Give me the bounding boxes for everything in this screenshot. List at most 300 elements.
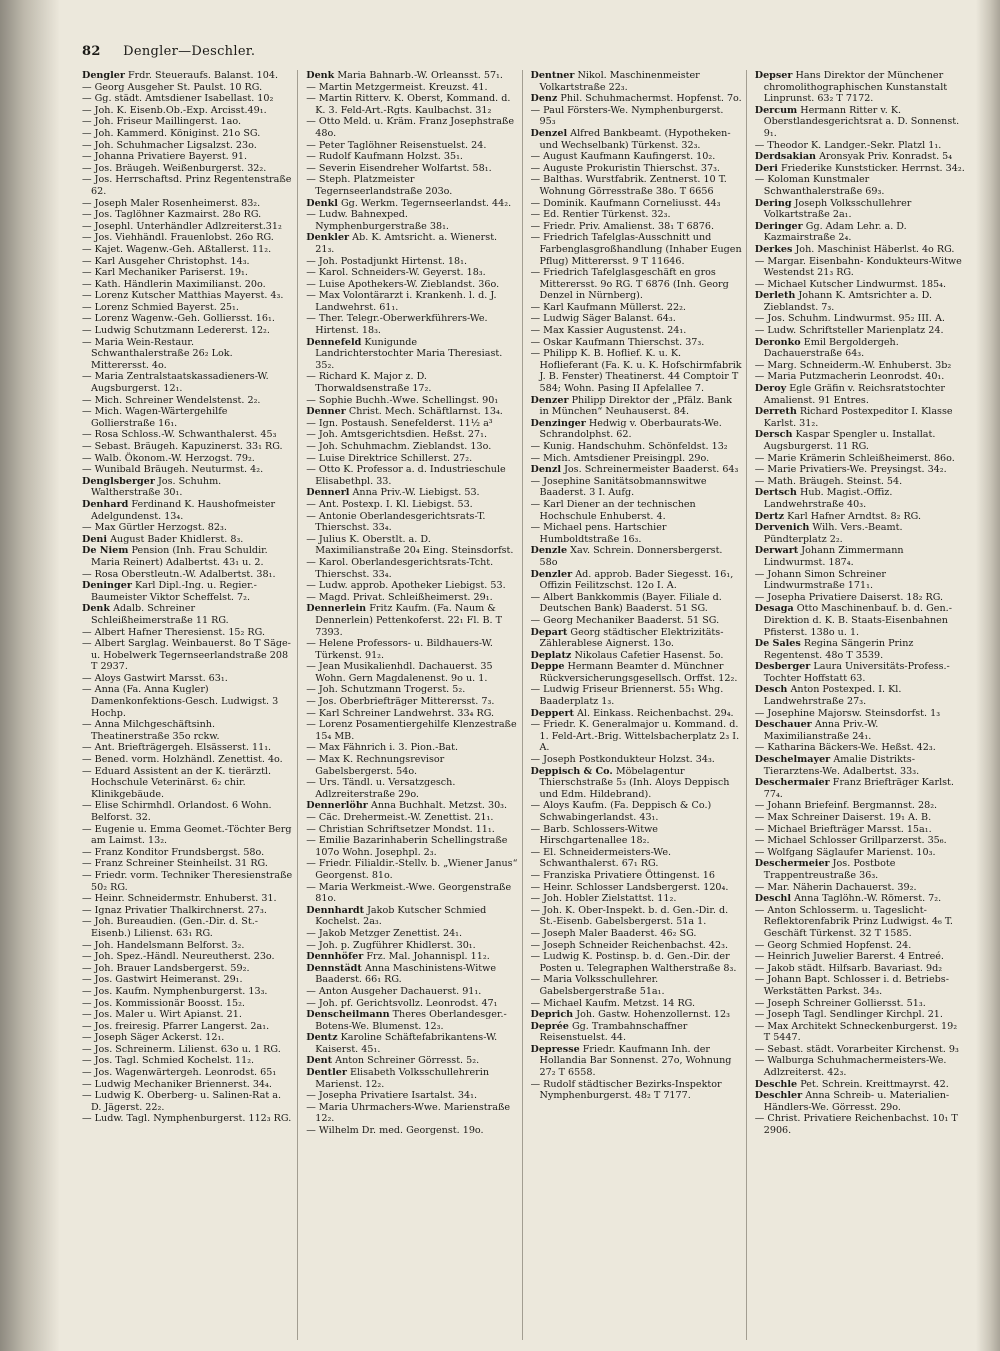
entry-text: — Martin Metzgermeist. Kreuzst. 41. <box>306 81 488 93</box>
entry-text: — Aloys Kaufm. (Fa. Deppisch & Co.) Schwabingerlandst. 43₁. <box>530 800 712 823</box>
entry-surname: Denglsberger <box>82 475 155 487</box>
entry-text: Georg städtischer Elektrizitäts-Zählerablese Aignerst. 13o. <box>539 626 724 650</box>
entry-text: — Joseph Maler Baaderst. 46₂ SG. <box>530 927 697 939</box>
entry-text: — Max Schreiner Daiserst. 19₁ A. B. <box>754 812 932 823</box>
entry-text: — Joh. Bureaudien. (Gen.-Dir. d. St.-Eisenb.) Lilienst. 63₁ RG. <box>82 916 259 939</box>
entry-text: — Jakob Metzger Zenettist. 24₁. <box>306 927 463 939</box>
directory-entry <box>531 418 742 441</box>
directory-entry <box>755 1044 966 1056</box>
directory-entry <box>82 673 293 685</box>
entry-text: — Walburga Schuhmachermeisters-We. Adlzreiterst. 42₃. <box>754 1055 947 1079</box>
entry-text: — Joh. Schutzmann Trogerst. 5₂. <box>306 684 466 696</box>
directory-entry <box>755 105 966 140</box>
entry-text: — Ludwig Friseur Briennerst. 55₁ Whg. Baaderplatz 1₃. <box>530 684 724 708</box>
directory-entry <box>306 858 517 881</box>
entry-text: Laura Universitäts-Profess.-Tochter Hoffstatt 63. <box>763 661 950 684</box>
directory-entry <box>531 1009 742 1021</box>
entry-text: — Jos. Herrschaftsd. Prinz Regentenstraße 62. <box>82 174 292 197</box>
directory-column-2 <box>306 70 522 1340</box>
directory-entry <box>755 487 966 510</box>
directory-entry <box>82 1009 293 1021</box>
entry-surname: Desberger <box>754 661 811 673</box>
directory-entry <box>755 140 966 152</box>
entry-text: — Georg Ausgeher St. Paulst. 10 RG. <box>82 81 263 93</box>
directory-entry <box>306 1090 517 1102</box>
directory-entry <box>755 719 966 742</box>
directory-entry <box>755 1055 966 1078</box>
directory-entry <box>82 279 293 291</box>
entry-text: — Joh. Friseur Maillingerst. 1ao. <box>82 116 242 128</box>
entry-text: Adalb. Schreiner Schleißheimerstraße 11 RG. <box>91 603 229 626</box>
entry-text: — Albert Hafner Theresienst. 15₂ RG. <box>82 626 266 638</box>
directory-entry <box>82 603 293 626</box>
directory-entry <box>531 337 742 349</box>
entry-text: Frz. Mal. Johannispl. 11₂. <box>366 951 490 963</box>
directory-entry <box>531 93 742 105</box>
entry-text: — Joseph Säger Ackerst. 12₁. <box>82 1032 225 1044</box>
directory-entry <box>755 325 966 337</box>
entry-text: Alfred Bankbeamt. (Hypotheken- und Wechselbank) Türkenst. 32₃. <box>539 127 731 151</box>
directory-entry <box>755 1009 966 1021</box>
entry-text: — Otto K. Professor a. d. Industrieschule Elisabethpl. 33. <box>306 464 506 487</box>
entry-text: — Jos. Taglöhner Kazmairst. 28o RG. <box>82 209 262 221</box>
directory-entry <box>755 847 966 859</box>
directory-entry <box>306 313 517 336</box>
directory-entry <box>755 429 966 452</box>
entry-text: Wilh. Vers.-Beamt. Pündterplatz 2₂. <box>763 522 903 545</box>
entry-text: — El. Schneidermeisters-We. Schwanthalerst. 67₁ RG. <box>530 846 672 870</box>
directory-entry <box>531 800 742 823</box>
directory-entry <box>82 395 293 407</box>
entry-surname: Deprée <box>530 1020 569 1032</box>
directory-entry <box>306 742 517 754</box>
entry-text: Hub. Magist.-Offiz. Landwehrstraße 40₃. <box>763 487 893 510</box>
directory-entry <box>531 453 742 465</box>
directory-entry <box>531 1079 742 1102</box>
entry-surname: Dennhardt <box>306 904 365 916</box>
directory-entry <box>531 650 742 662</box>
directory-entry <box>82 198 293 210</box>
entry-text: — Josepha Privatiere Daiserst. 18₂ RG. <box>754 591 944 603</box>
entry-text: — Maria Uhrmachers-Wwe. Marienstraße 12₂. <box>306 1101 511 1125</box>
entry-surname: Deschler <box>754 1090 803 1102</box>
entry-text: Regina Sängerin Prinz Regentenst. 48o T 3539. <box>763 638 914 661</box>
directory-entry <box>531 974 742 997</box>
entry-text: Nikol. Maschinenmeister Volkartstraße 22₃. <box>539 70 700 93</box>
directory-entry <box>531 232 742 267</box>
directory-entry <box>82 70 293 82</box>
directory-column-1 <box>82 70 298 1340</box>
entry-text: — Rosa Schloss.-W. Schwanthalerst. 45₃ <box>82 429 277 441</box>
entry-surname: Denzl <box>530 464 561 476</box>
entry-surname: Deschle <box>754 1078 798 1090</box>
directory-entry <box>82 302 293 314</box>
entry-text: Phil. Schuhmachermst. Hopfenst. 7o. <box>560 93 742 105</box>
entry-surname: Derkes <box>754 243 793 255</box>
directory-entry <box>82 93 293 105</box>
entry-text: Ad. approb. Bader Siegesst. 16₁, Offizin Feilitzschst. 12o I. A. <box>539 568 734 592</box>
directory-entry <box>755 198 966 221</box>
directory-entry <box>531 998 742 1010</box>
entry-text: — Paul Försters-We. Nymphenburgerst. 95₃ <box>530 104 724 128</box>
directory-entry <box>531 348 742 394</box>
entry-text: Maria Bahnarb.-W. Orleansst. 57₁. <box>337 70 503 81</box>
directory-entry <box>82 163 293 175</box>
directory-entry <box>755 603 966 638</box>
directory-entry <box>306 905 517 928</box>
directory-entry <box>755 464 966 476</box>
entry-text: — Ludw. Schriftsteller Marienplatz 24. <box>754 325 944 337</box>
directory-entry <box>531 151 742 163</box>
entry-text: — Jos. Bräugeh. Weißenburgerst. 32₂. <box>82 162 267 174</box>
directory-entry <box>755 638 966 661</box>
entry-text: Karl Dipl.-Ing. u. Regier.-Baumeister Viktor Scheffelst. 7₂. <box>91 580 257 603</box>
directory-entry <box>531 545 742 568</box>
directory-entry <box>306 453 517 465</box>
entry-text: — Friedr. Filialdir.-Stellv. b. „Wiener Janus“ Georgenst. 81o. <box>306 858 518 881</box>
directory-entry <box>531 128 742 151</box>
directory-entry <box>755 812 966 824</box>
entry-text: — Albert Bankkommis (Bayer. Filiale d. Deutschen Bank) Baaderst. 51 SG. <box>530 591 722 615</box>
directory-entry <box>755 742 966 754</box>
directory-entry <box>755 1021 966 1044</box>
entry-text: — Michael Schlosser Grillparzerst. 35₆. <box>754 835 947 847</box>
entry-surname: Dennerlöhr <box>306 800 368 812</box>
entry-text: — Math. Bräugeh. Steinst. 54. <box>754 475 903 487</box>
directory-entry <box>82 534 293 546</box>
directory-entry <box>306 812 517 824</box>
entry-surname: Denkler <box>306 232 350 244</box>
directory-entry <box>755 313 966 325</box>
directory-entry <box>82 441 293 453</box>
entry-text: Joh. Maschinist Häberlst. 4o RG. <box>795 243 955 255</box>
entry-text: — Max K. Rechnungsrevisor Gabelsbergerst. 54o. <box>306 754 445 777</box>
directory-entry <box>755 337 966 360</box>
directory-entry <box>306 209 517 232</box>
entry-surname: Deschauer <box>754 719 812 731</box>
entry-text: — Joh. Brauer Landsbergerst. 59₂. <box>82 962 250 974</box>
directory-entry <box>531 615 742 627</box>
entry-text: — Max Kassier Augustenst. 24₁. <box>530 325 687 337</box>
directory-entry <box>306 534 517 557</box>
entry-text: — Friedr. Priv. Amalienst. 38₁ T 6876. <box>530 220 715 232</box>
entry-text: — Ludw. Tagl. Nymphenburgerst. 112₃ RG. <box>82 1113 292 1125</box>
entry-surname: Desch <box>754 684 788 696</box>
directory-entry <box>306 232 517 255</box>
directory-entry <box>82 209 293 221</box>
entry-surname: Denk <box>306 70 335 81</box>
entry-text: — Max Fähnrich i. 3. Pion.-Bat. <box>306 742 459 754</box>
directory-entry <box>82 1067 293 1079</box>
entry-text: — Magd. Privat. Schleißheimerst. 29₁. <box>306 591 493 603</box>
directory-entry <box>531 105 742 128</box>
directory-entry <box>82 847 293 859</box>
entry-text: Anna Schreib- u. Materialien-Händlers-We. Görresst. 29o. <box>763 1090 950 1113</box>
directory-entry <box>306 603 517 638</box>
entry-surname: Dennerlein <box>306 603 367 615</box>
entry-text: Jakob Kutscher Schmied Kochelst. 2a₃. <box>315 904 487 928</box>
directory-entry <box>306 557 517 580</box>
entry-surname: Denhard <box>82 498 129 510</box>
directory-entry <box>82 313 293 325</box>
directory-entry <box>82 105 293 117</box>
entry-text: Johann K. Amtsrichter a. D. Zieblandst. 7₃. <box>763 290 933 313</box>
entry-text: — Theodor K. Landger.-Sekr. Platzl 1₁. <box>754 139 942 151</box>
directory-entry <box>82 742 293 754</box>
entry-text: — Mich. Schreiner Wendelstenst. 2₂. <box>82 394 261 406</box>
entry-text: — Michael Kaufm. Metzst. 14 RG. <box>530 997 696 1009</box>
entry-text: — Wilhelm Dr. med. Georgenst. 19o. <box>306 1125 484 1137</box>
directory-entry <box>82 337 293 372</box>
directory-entry <box>531 198 742 210</box>
directory-entry <box>306 151 517 163</box>
entry-text: Anton Schreiner Görresst. 5₂. <box>335 1055 480 1067</box>
directory-entry <box>755 777 966 800</box>
directory-entry <box>306 395 517 407</box>
entry-text: Al. Einkass. Reichenbachst. 29₄. <box>577 707 734 719</box>
directory-entry <box>82 1044 293 1056</box>
directory-entry <box>755 163 966 175</box>
directory-entry <box>531 221 742 233</box>
entry-text: Möbelagentur Thierschstraße 5₃ (Inh. Aloys Deppisch und Edm. Hildebrand). <box>539 765 730 800</box>
directory-entry <box>755 545 966 568</box>
directory-entry <box>306 198 517 210</box>
entry-text: Christ. Mech. Schäftlarnst. 13₄. <box>348 406 503 418</box>
directory-entry <box>531 163 742 175</box>
entry-text: Egle Gräfin v. Reichsratstochter Amalienst. 91 Entres. <box>763 383 946 406</box>
entry-text: — Maria Zentralstaatskassadieners-W. Augsburgerst. 12₁. <box>82 371 269 395</box>
entry-text: Pet. Schrein. Kreittmayrst. 42. <box>800 1078 949 1090</box>
directory-entry <box>531 464 742 476</box>
directory-entry <box>755 905 966 940</box>
entry-text: — Karl Diener an der technischen Hochschule Enhuberst. 4. <box>530 498 696 522</box>
directory-entry <box>306 1125 517 1137</box>
entry-text: — Johann Briefeinf. Bergmannst. 28₂. <box>754 800 938 812</box>
entry-surname: Deroy <box>754 383 787 395</box>
entry-text: — Lorenz Wagenw.-Geh. Golliersst. 16₁. <box>82 313 275 325</box>
entry-text: — Joseph Schneider Reichenbachst. 42₃. <box>530 939 729 951</box>
entry-text: — Johann Bapt. Schlosser i. d. Betriebs-Werkstätten Parkst. 34₃. <box>754 974 949 997</box>
directory-entry <box>82 545 293 568</box>
entry-text: — Jos. Gastwirt Heimeranst. 29₁. <box>82 974 243 986</box>
entry-text: — Wunibald Bräugeh. Neuturmst. 4₂. <box>82 464 264 476</box>
directory-entry <box>82 1113 293 1125</box>
entry-text: — Friedr. vorm. Techniker Theresienstraße 50₂ RG. <box>82 869 293 893</box>
directory-entry <box>755 279 966 291</box>
directory-entry <box>531 267 742 302</box>
entry-text: — Franz Konditor Frundsbergst. 58o. <box>82 846 265 858</box>
entry-text: — Karl Mechaniker Pariserst. 19₁. <box>82 267 248 279</box>
entry-text: Ab. K. Amtsricht. a. Wienerst. 21₃. <box>315 232 498 255</box>
entry-text: Hermann Ritter v. K. Oberstlandesgerichtsrat a. D. Sonnenst. 9₁. <box>763 104 960 139</box>
entry-text: Anna Priv.-W. Liebigst. 53. <box>352 487 480 499</box>
entry-text: — Maria Wein-Restaur. Schwanthalerstraße 26₂ Lok. Mitterersst. 4o. <box>82 336 233 371</box>
entry-text: Fritz Kaufm. (Fa. Naum & Dennerlein) Pettenkoferst. 22₁ Fl. B. T 7393. <box>315 603 503 638</box>
directory-entry <box>531 940 742 952</box>
directory-entry <box>82 267 293 279</box>
directory-entry <box>306 638 517 661</box>
entry-text: — Joh. Postadjunkt Hirtenst. 18₁. <box>306 255 468 267</box>
entry-text: — Margar. Eisenbahn- Kondukteurs-Witwe Westendst 21₃ RG. <box>754 255 962 279</box>
entry-surname: Deringer <box>754 220 803 232</box>
directory-entry <box>306 174 517 197</box>
entry-text: — Josephine Sanitätsobmannswitwe Baaderst. 3 I. Aufg. <box>530 475 707 499</box>
directory-entry <box>306 592 517 604</box>
entry-surname: Dennhöfer <box>306 951 364 963</box>
directory-entry <box>82 174 293 197</box>
entry-text: — Ed. Rentier Türkenst. 32₃. <box>530 209 671 221</box>
directory-entry <box>755 684 966 707</box>
entry-text: Gg. Trambahnschaffner Reisenstuelst. 44. <box>539 1020 688 1044</box>
directory-entry <box>82 371 293 394</box>
directory-entry <box>82 232 293 244</box>
directory-entry <box>82 476 293 499</box>
directory-entry <box>82 325 293 337</box>
directory-entry <box>306 800 517 812</box>
directory-entry <box>82 464 293 476</box>
entry-text: — Sophie Buchh.-Wwe. Schellingst. 90₁ <box>306 394 499 406</box>
entry-text: — Heinr. Schlosser Landsbergerst. 120₄. <box>530 881 729 893</box>
entry-text: Richard Postexpeditor I. Klasse Karlst. 31₂. <box>763 406 953 429</box>
entry-surname: Dentler <box>306 1067 347 1079</box>
entry-text: — Anton Ausgeher Dachauerst. 91₁. <box>306 985 482 997</box>
directory-entry <box>531 766 742 801</box>
entry-text: — Joh. Spez.-Händl. Neureutherst. 23o. <box>82 951 275 963</box>
entry-text: — Joh. K. Eisenb.Ob.-Exp. Arcisst.49₁. <box>82 104 267 116</box>
entry-text: — Barb. Schlossers-Witwe Hirschgartenallee 18₂. <box>530 823 658 847</box>
directory-entry <box>755 522 966 545</box>
directory-entry <box>755 1113 966 1136</box>
directory-entry <box>82 824 293 847</box>
entry-surname: Denzle <box>530 545 568 557</box>
entry-surname: Dennerl <box>306 487 350 499</box>
directory-column-3 <box>531 70 747 1340</box>
entry-text: Anna Taglöhn.-W. Römerst. 7₂. <box>794 893 942 905</box>
directory-entry <box>531 499 742 522</box>
entry-text: — Jos. Viehhändl. Frauenlobst. 26o RG. <box>82 232 274 244</box>
entry-surname: Deschl <box>754 893 792 905</box>
entry-text: — Ant. Briefträgergeh. Elsässerst. 11₁. <box>82 742 272 754</box>
entry-text: Anna Priv.-W. Maximilianstraße 24₁. <box>763 719 879 742</box>
entry-surname: De Niem <box>82 545 129 557</box>
directory-entry <box>306 777 517 800</box>
entry-text: — Mar. Näherin Dachauerst. 39₂. <box>754 881 917 893</box>
entry-surname: Dertz <box>754 510 785 522</box>
entry-text: — Karl Kaufmann Müllerst. 22₂. <box>530 301 686 313</box>
directory-entry <box>82 453 293 465</box>
directory-entry <box>82 580 293 603</box>
directory-entry <box>82 951 293 963</box>
directory-entry <box>755 974 966 997</box>
directory-entry <box>755 371 966 383</box>
entry-surname: Dentner <box>530 70 575 81</box>
directory-entry <box>306 940 517 952</box>
entry-text: — Max Volontärarzt i. Krankenh. l. d. J. Landwehrst. 61₁. <box>306 290 497 313</box>
entry-text: — Jos. Kaufm. Nymphenburgerst. 13₃. <box>82 985 268 997</box>
directory-entry <box>531 928 742 940</box>
directory-entry <box>82 569 293 581</box>
directory-entry <box>755 1079 966 1091</box>
directory-entry <box>531 1044 742 1079</box>
directory-entry <box>531 870 742 882</box>
directory-entry <box>531 893 742 905</box>
directory-entry <box>755 151 966 163</box>
directory-entry <box>531 719 742 754</box>
entry-text: — August Kaufmann Kaufingerst. 10₂. <box>530 151 716 163</box>
entry-text: — Dominik. Kaufmann Corneliusst. 44₃ <box>530 197 721 209</box>
entry-text: — Anton Schlosserm. u. Tageslicht-Reflektorenfabrik Prinz Ludwigst. 4₆ T. Geschäft Türkenst. 32 T 1585. <box>754 904 953 939</box>
entry-surname: Depart <box>530 626 568 638</box>
entry-text: — Oskar Kaufmann Thierschst. 37₃. <box>530 336 705 348</box>
entry-text: — Antonie Oberlandesgerichtsrats-T. Thierschst. 33₄. <box>306 510 486 534</box>
directory-entry <box>306 82 517 94</box>
entry-text: — Anna Milchgeschäftsinh. Theatinerstraße 35o rckw. <box>82 719 220 742</box>
entry-surname: Deschelmayer <box>754 754 831 766</box>
directory-entry <box>306 279 517 291</box>
directory-entry <box>306 951 517 963</box>
entry-text: — Jos. Oberbriefträger Mitterersst. 7₃. <box>306 696 495 708</box>
directory-entry <box>755 998 966 1010</box>
entry-text: Friedr. Kaufmann Inh. der Hollandia Bar Sonnenst. 27o, Wohnung 27₂ T 6558. <box>539 1043 732 1079</box>
entry-text: — Jos. freiresig. Pfarrer Langerst. 2a₁. <box>82 1020 270 1032</box>
directory-entry <box>82 82 293 94</box>
entry-text: — Steph. Platzmeister Tegernseerlandstraße 203o. <box>306 174 453 197</box>
directory-entry <box>306 93 517 116</box>
entry-text: — Michael pens. Hartschier Humboldtstraße 16₃. <box>530 522 667 545</box>
directory-entry <box>755 1090 966 1113</box>
entry-surname: Dennstädt <box>306 962 362 974</box>
entry-text: — Ludwig K. Oberberg- u. Salinen-Rat a. D. Jägerst. 22₂. <box>82 1090 282 1113</box>
directory-entry <box>82 221 293 233</box>
entry-text: — Ludwig Mechaniker Briennerst. 34₄. <box>82 1078 272 1090</box>
directory-entry <box>531 441 742 453</box>
entry-text: Ferdinand K. Haushofmeister Adelgundenst. 13₄. <box>91 498 276 522</box>
entry-text: — Jos. Maler u. Wirt Apianst. 21. <box>82 1009 242 1021</box>
directory-entry <box>755 244 966 256</box>
entry-text: Theres Oberlandesger.-Botens-We. Blumenst. 12₃. <box>315 1009 507 1032</box>
entry-text: — Karl Ausgeher Christophst. 14₃. <box>82 255 250 267</box>
directory-entry <box>531 847 742 870</box>
directory-entry <box>531 522 742 545</box>
entry-text: Kunigunde Landrichterstochter Maria Theresiast. 35₂. <box>315 336 503 371</box>
directory-entry <box>531 70 742 93</box>
directory-entry <box>531 325 742 337</box>
directory-entry <box>82 499 293 522</box>
entry-text: — Franz Schreiner Steinheilst. 31 RG. <box>82 858 268 870</box>
entry-text: — Ludwig K. Postinsp. b. d. Gen.-Dir. der Posten u. Telegraphen Waltherstraße 8₃. <box>530 951 737 974</box>
entry-surname: Derwart <box>754 545 799 557</box>
entry-surname: Deri <box>754 162 778 174</box>
entry-text: — Jos. Wagenwärtergeh. Leonrodst. 65₁ <box>82 1067 277 1079</box>
directory-entry <box>531 1021 742 1044</box>
entry-surname: Dersch <box>754 429 793 441</box>
entry-text: — Ludwig Schutzmann Ledererst. 12₂. <box>82 325 270 337</box>
directory-entry <box>306 429 517 441</box>
directory-entry <box>82 800 293 823</box>
directory-entry <box>531 882 742 894</box>
entry-text: — Johanna Privatiere Bayerst. 91. <box>82 151 248 163</box>
directory-entry <box>82 893 293 905</box>
entry-surname: Deplatz <box>530 649 572 661</box>
entry-text: — Jos. Tagl. Schmied Kochelst. 11₂. <box>82 1055 255 1067</box>
directory-entry <box>755 569 966 592</box>
entry-text: — Joseph Schreiner Golliersst. 51₃. <box>754 997 926 1009</box>
directory-entry <box>306 928 517 940</box>
directory-entry <box>82 151 293 163</box>
entry-text: — Maria Volksschullehrer. Gabelsbergerstraße 51a₁. <box>530 974 665 997</box>
entry-text: — Marg. Schneiderm.-W. Enhuberst. 3b₂ <box>754 359 952 371</box>
entry-surname: Dertsch <box>754 487 797 499</box>
